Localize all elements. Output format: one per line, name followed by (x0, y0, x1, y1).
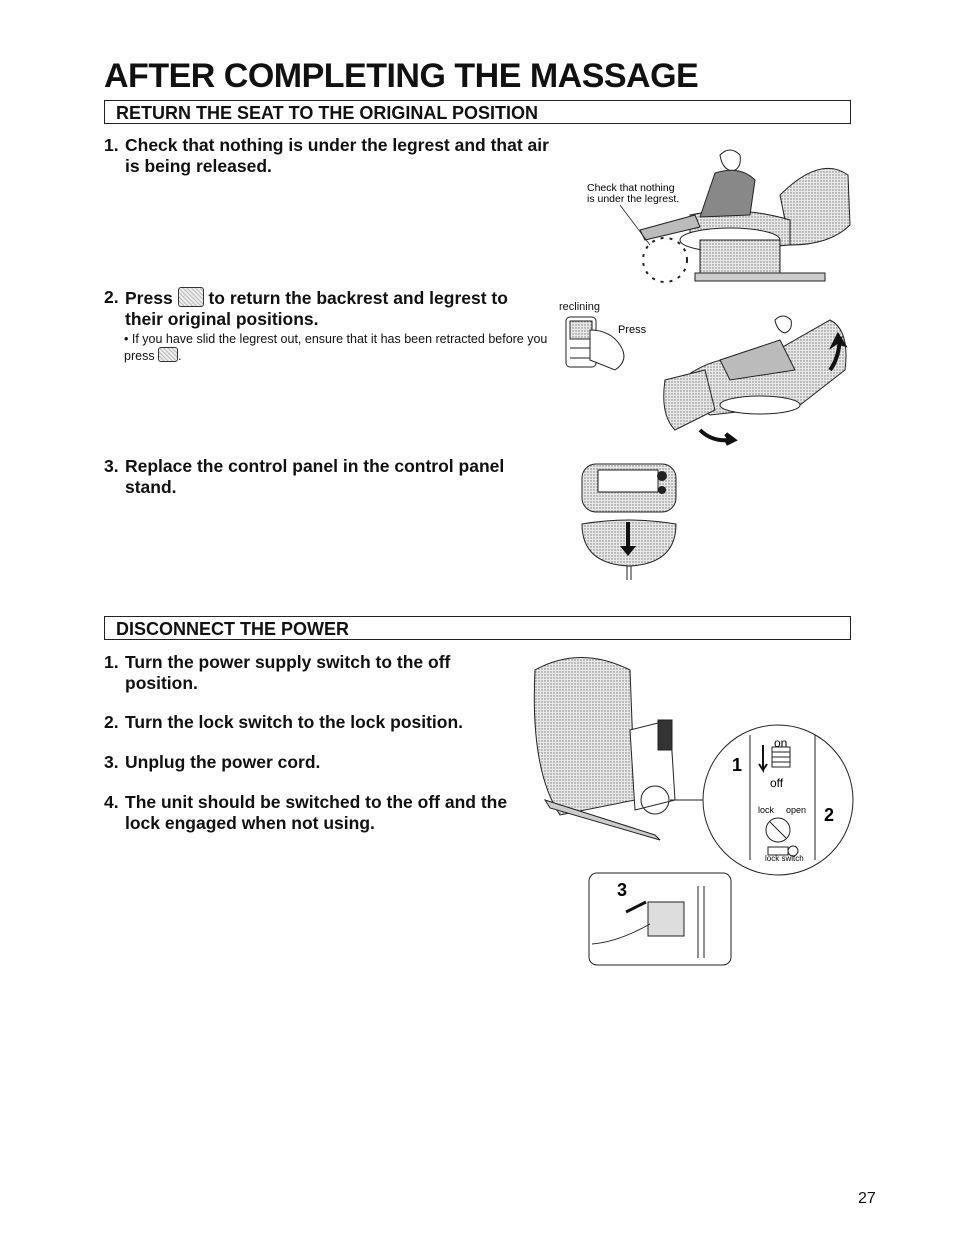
step-number: 2. (104, 287, 119, 307)
step-number: 4. (104, 792, 119, 812)
unplug-cord-illustration (588, 872, 734, 968)
legrest-caption: Check that nothing is under the legrest. (587, 182, 680, 205)
reclining-button-icon (178, 287, 204, 307)
step-number: 2. (104, 712, 119, 732)
step-press-reclining (104, 287, 544, 330)
reclining-illustration (560, 300, 855, 450)
lock-switch-label: lock switch (765, 854, 804, 863)
switch-off-label: off (770, 776, 784, 790)
page-title: AFTER COMPLETING THE MASSAGE (104, 57, 699, 95)
step-text (104, 287, 544, 330)
lock-label: lock (758, 805, 775, 815)
reclining-label: reclining (559, 301, 600, 313)
switch-on-label: on (774, 736, 788, 750)
note-text-after: . (178, 349, 182, 363)
step-text-before: Press (125, 288, 173, 308)
step-text: Turn the lock switch to the lock position. (125, 712, 464, 732)
step-unplug-cord (104, 752, 524, 773)
section-heading-disconnect-power (104, 616, 851, 640)
section-heading-text: DISCONNECT THE POWER (116, 619, 350, 639)
step-text: Turn the power supply switch to the off position. (125, 652, 451, 693)
step-check-legrest (104, 135, 554, 177)
callout-3: 3 (617, 880, 628, 900)
press-label: Press (618, 324, 647, 336)
step-text: Unplug the power cord. (125, 752, 321, 772)
step-power-switch-off (104, 652, 504, 694)
step-off-and-lock (104, 792, 534, 834)
step-text-after: to return the backrest and legrest to their original positions. (125, 288, 508, 329)
step-note (124, 331, 554, 364)
control-panel-stand-illustration (578, 462, 680, 582)
step-text: Check that nothing is under the legrest and that air is being released. (125, 135, 549, 176)
section-heading-return-seat (104, 100, 851, 124)
note-text-before: • If you have slid the legrest out, ensure that it has been retracted before you press (124, 332, 548, 363)
step-text: Replace the control panel in the control panel stand. (125, 456, 505, 497)
step-lock-switch (104, 712, 524, 733)
section-heading-text: RETURN THE SEAT TO THE ORIGINAL POSITION (116, 103, 539, 123)
page-number: 27 (858, 1190, 876, 1207)
reclining-button-icon (158, 347, 178, 362)
chair-legrest-illustration (580, 135, 855, 290)
callout-2: 2 (824, 805, 835, 825)
step-number: 3. (104, 752, 119, 772)
step-text: The unit should be switched to the off and the lock engaged when not using. (125, 792, 508, 833)
open-label: open (786, 805, 807, 815)
step-number: 1. (104, 652, 119, 672)
step-number: 1. (104, 135, 119, 155)
callout-1: 1 (732, 755, 743, 775)
step-number: 3. (104, 456, 119, 476)
chair-rear-switch-illustration (520, 650, 858, 878)
step-replace-control-panel (104, 456, 554, 498)
